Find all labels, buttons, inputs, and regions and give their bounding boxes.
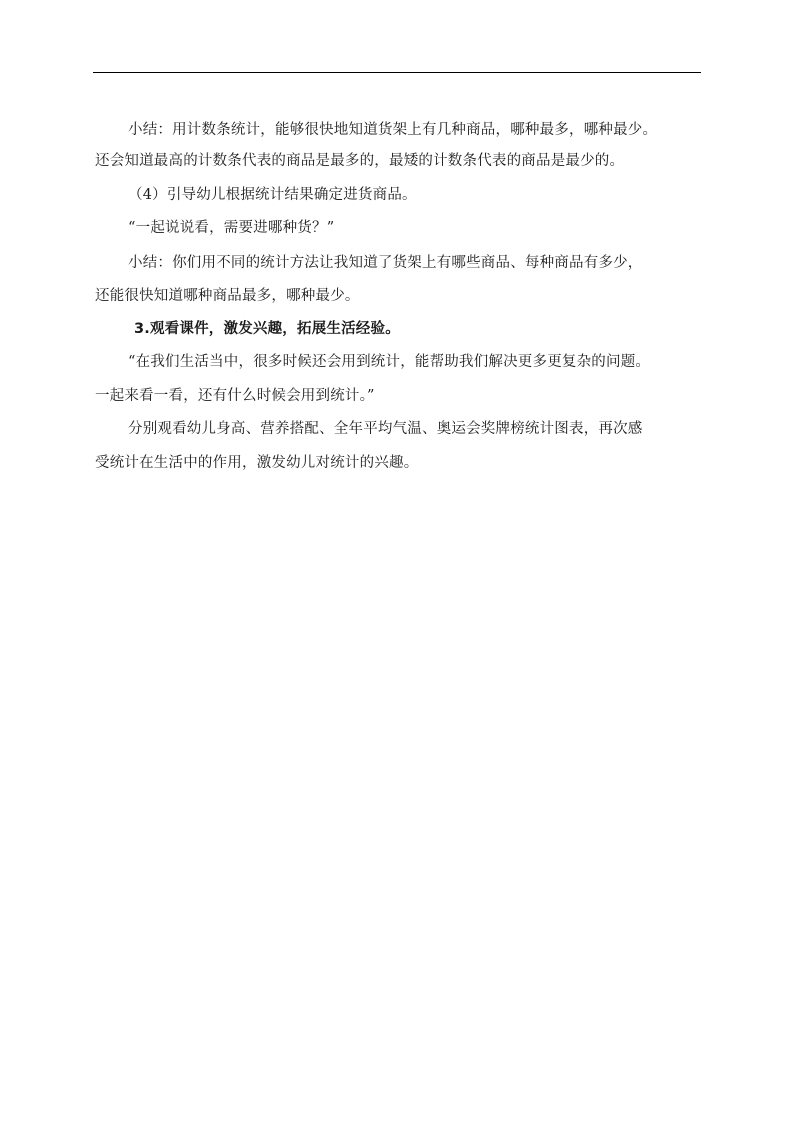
paragraph-summary-1-line-1: 小结：用计数条统计，能够很快地知道货架上有几种商品，哪种最多，哪种最少。 bbox=[128, 122, 658, 138]
step-4-heading: （4）引导幼儿根据统计结果确定进货商品。 bbox=[128, 187, 417, 203]
quote-statistics-line-1: “在我们生活当中，很多时候还会用到统计，能帮助我们解决更多更复杂的问题。 bbox=[128, 354, 651, 370]
quote-question: “一起说说看，需要进哪种货？” bbox=[128, 220, 335, 236]
paragraph-summary-2-line-2: 还能很快知道哪种商品最多，哪种最少。 bbox=[95, 288, 360, 304]
paragraph-charts-line-2: 受统计在生活中的作用，激发幼儿对统计的兴趣。 bbox=[95, 455, 419, 471]
quote-statistics-line-2: 一起来看一看，还有什么时候会用到统计。” bbox=[95, 388, 375, 404]
paragraph-charts-line-1: 分别观看幼儿身高、营养搭配、全年平均气温、奥运会奖牌榜统计图表，再次感 bbox=[128, 421, 643, 437]
paragraph-summary-2-line-1: 小结：你们用不同的统计方法让我知道了货架上有哪些商品、每种商品有多少， bbox=[128, 255, 643, 271]
section-3-heading: 3.观看课件，激发兴趣，拓展生活经验。 bbox=[134, 321, 400, 337]
header-rule bbox=[93, 72, 701, 73]
paragraph-summary-1-line-2: 还会知道最高的计数条代表的商品是最多的，最矮的计数条代表的商品是最少的。 bbox=[95, 153, 625, 169]
